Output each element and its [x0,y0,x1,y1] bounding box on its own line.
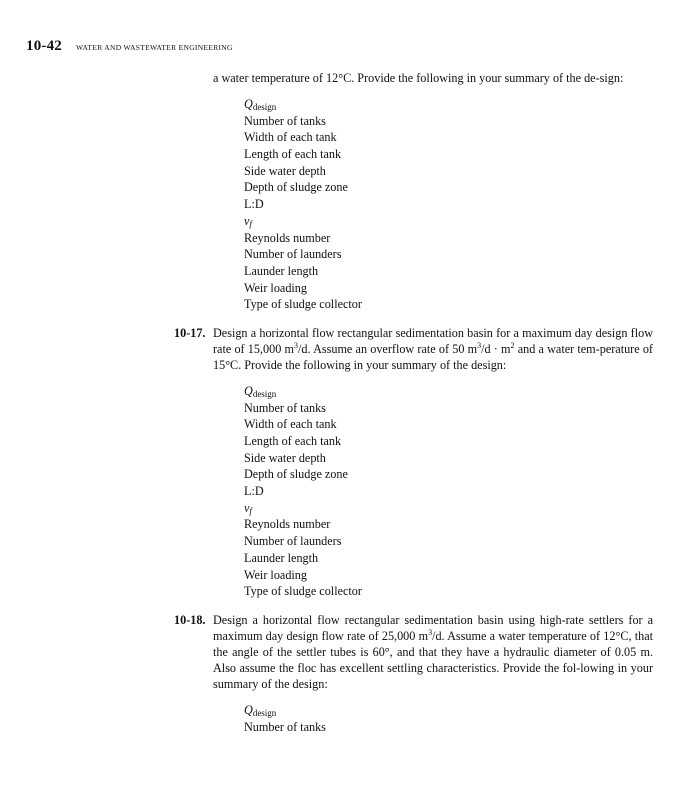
list-item: Side water depth [244,163,326,178]
superscript: 3 [477,340,482,350]
page-header [26,38,233,55]
superscript: 3 [294,340,299,350]
list-item-q-design [244,96,653,113]
list-item: Type of sludge collector [244,584,362,599]
q-subscript: design [252,388,277,399]
list-item: Depth of sludge zone [244,180,348,195]
list-item-vf [244,500,653,517]
q-symbol: Q [244,383,253,398]
statement-text: /d · m [481,341,511,356]
v-subscript: f [249,218,252,229]
problem-number: 10-17. [174,325,206,340]
superscript: 3 [428,627,433,637]
q-symbol: Q [244,702,253,717]
problem-10-18 [174,612,653,735]
problem-statement [213,325,653,373]
list-item: Number of launders [244,534,342,549]
problem-10-17 [174,325,653,600]
problem-statement [213,612,653,692]
list-item: Number of tanks [244,719,326,734]
list-item: Type of sludge collector [244,297,362,312]
list-item: Reynolds number [244,517,331,532]
list-item: Width of each tank [244,417,337,432]
list-item-q-design [244,383,653,400]
list-item: Length of each tank [244,434,342,448]
v-symbol: v [244,500,250,515]
statement-text: Design a horizontal flow rectangular sedimentation basin for a maximum day design flow rate of 15,000 m [213,325,653,356]
continuation-paragraph: a water temperature of 12°C. Provide the following in your summary of the de-sign: [213,71,624,85]
page-body [174,70,653,735]
list-item: Length of each tank [244,147,342,162]
page-number: 10-42 [26,38,62,54]
problem-number: 10-18. [174,612,206,627]
statement-text: /d. Assume a water temperature of 12°C, that the angle of the settler tubes is 60°, and that they have a hydraulic diameter of 0.05 m. Also assume the floc has excellent settling characteristics. Provide the fol-lowing in your summary of the design: [213,628,653,691]
list-item: L:D [244,484,264,499]
statement-text: /d. Assume an overflow rate of 50 m [298,341,478,356]
statement-text: and a water tem-perature of 15°C. Provide the following in your summary of the design: [213,341,653,372]
list-item: Side water depth [244,450,326,465]
list-item-q-design [244,702,653,719]
v-subscript: f [249,505,252,516]
q-subscript: design [252,102,277,112]
list-item: Width of each tank [244,130,337,145]
list-item-vf [244,213,653,230]
running-title: WATER AND WASTEWATER ENGINEERING [76,43,233,52]
summary-list [244,702,653,735]
list-item: L:D [244,197,264,212]
statement-text: Design a horizontal flow rectangular sedimentation basin using high-rate settlers for a maximum day design flow rate of 25,000 m [213,612,653,643]
list-item: Number of tanks [244,400,326,415]
list-item: Weir loading [244,280,307,295]
list-item: Weir loading [244,567,307,582]
q-symbol: Q [244,97,253,111]
q-subscript: design [252,707,277,718]
list-item: Number of launders [244,247,342,262]
list-item: Depth of sludge zone [244,467,348,482]
list-item: Launder length [244,550,319,565]
list-item: Number of tanks [244,113,326,128]
continuation-list [244,96,653,313]
superscript: 2 [510,340,515,350]
v-symbol: v [244,213,250,228]
list-item: Reynolds number [244,230,331,245]
list-item: Launder length [244,263,319,278]
summary-list [244,383,653,600]
